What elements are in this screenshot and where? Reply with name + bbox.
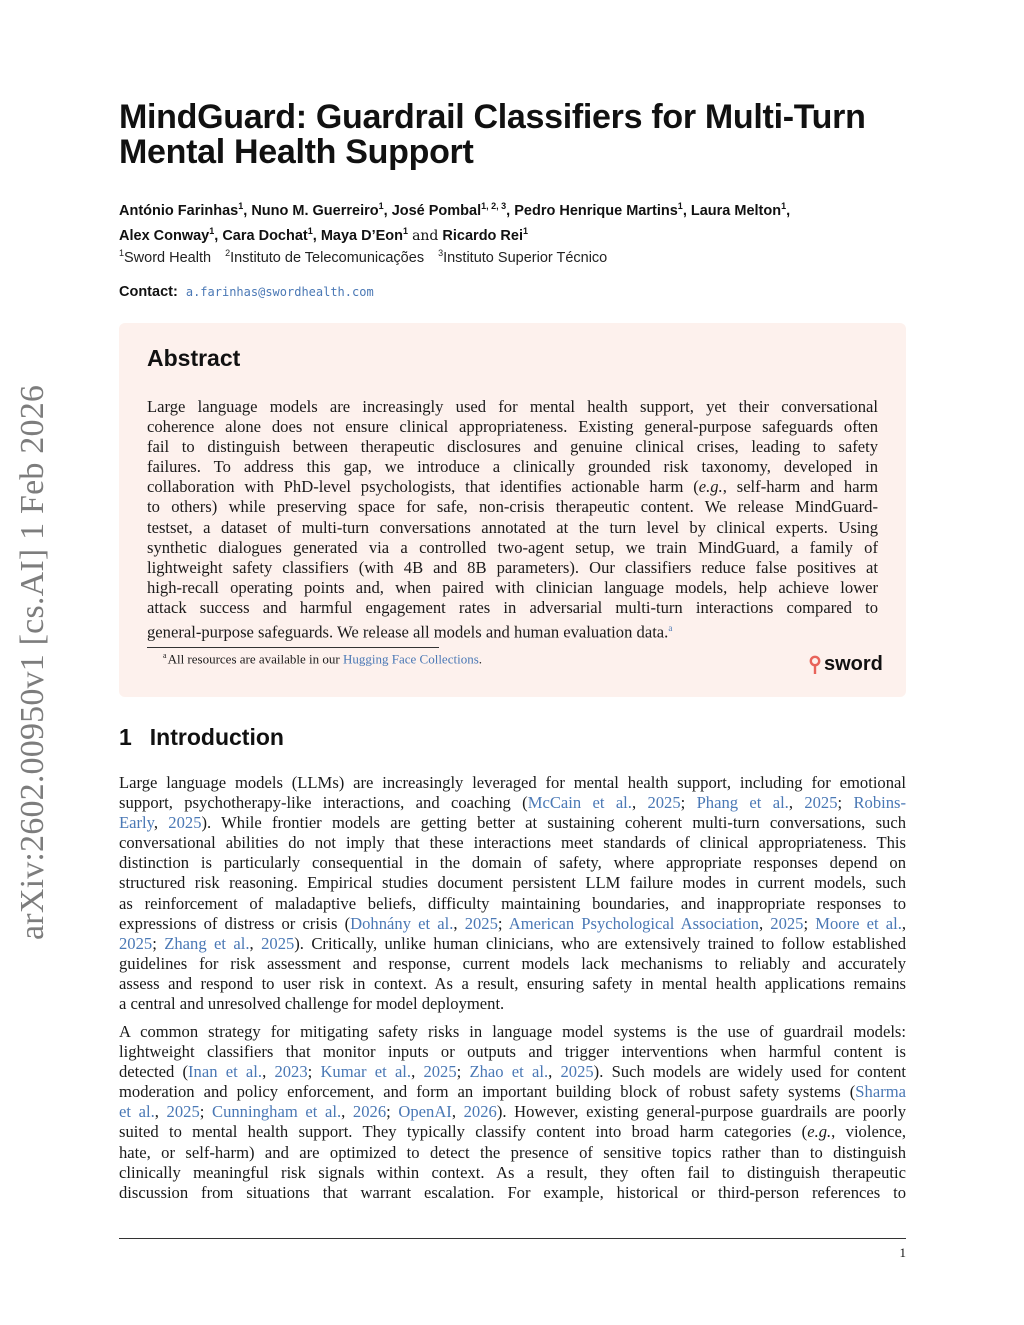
paragraph-line: as reinforcement of maladaptive beliefs, difficulty maintaining boundaries, and inappropriate responses to [119,893,906,913]
affiliation-mark: 2 [225,248,231,258]
citation-link[interactable]: American Psychological Association [508,913,759,933]
footnote-divider [147,647,439,648]
section-number: 1 [119,724,132,750]
arxiv-stamp: arXiv:2602.00950v1 [cs.AI] 1 Feb 2026 [14,384,51,940]
abstract-heading: Abstract [147,345,241,371]
paragraph-line: 2025; Zhang et al., 2025). Critically, unlike human clinicians, who are extensively trained to follow established [119,933,906,953]
citation-link[interactable]: 2023 [274,1062,308,1082]
author-affiliation-mark: 1 [781,201,787,211]
citation-link[interactable]: 2025 [166,1102,200,1122]
citation-link[interactable]: Kumar et al. [320,1062,412,1082]
author-name: Nuno M. Guerreiro [251,202,379,219]
citation-link[interactable]: 2025 [261,933,295,953]
affiliation-name: Instituto Superior Técnico [443,249,608,266]
abstract-line: testset, a dataset of multi-turn conversations annotated at the turn level by clinical experts. Using [147,517,878,537]
citation-link[interactable]: 2025 [804,793,838,813]
abstract-line: coherence alone does not ensure clinical appropriateness. Existing general-purpose safeguards often [147,417,878,437]
paragraph-line: Large language models (LLMs) are increasingly leveraged for mental health support, including for emotional [119,773,906,792]
intro-paragraph-2 [119,1022,906,1203]
citation-link[interactable]: 2026 [352,1102,387,1122]
abstract-line: attack success and harmful engagement rates in adversarial multi-turn interactions compared to [147,597,878,617]
citation-link[interactable]: 2025 [647,793,681,813]
abstract-line: failures. To address this gap, we introduce a clinically grounded risk taxonomy, developed in [147,457,878,477]
author-name: Ricardo Rei [442,227,524,244]
footer-divider [119,1238,906,1239]
citation-link[interactable]: Sharma [855,1082,906,1102]
abstract-line: to others) while preserving space for safe, non-crisis therapeutic content. We release MindGuard- [147,497,878,517]
emphasis: e.g. [807,1122,832,1142]
paper-title [119,100,919,170]
abstract-emphasis: e.g. [698,477,723,497]
paragraph-line: detected (Inan et al., 2023; Kumar et al., 2025; Zhao et al., 2025). Such models are widely used for content [119,1062,907,1082]
citation-link[interactable]: 2026 [463,1102,497,1122]
citation-link[interactable]: 2025 [560,1062,594,1082]
paragraph-line: expressions of distress or crisis (Dohnány et al., 2025; American Psychological Association, 2025; Moore et al., [119,913,907,933]
citation-link[interactable]: Early [119,813,154,833]
citation-link[interactable]: Cunningham et al. [212,1102,342,1122]
author-name: Laura Melton [690,202,782,219]
sword-logo [808,653,883,676]
affiliation [225,250,424,266]
abstract-line: high-recall operating points and, when paired with clinician language models, help achieve lower [147,577,878,597]
paragraph-line: moderation and policy enforcement, and form an important building block of robust safety systems (Sharma [119,1082,906,1102]
citation-link[interactable]: 2025 [770,913,804,933]
citation-link[interactable]: OpenAI [398,1102,452,1122]
author-name: Alex Conway [119,227,210,244]
sword-logo-text: sword [824,653,883,675]
author-list [119,196,919,246]
author-name: Pedro Henrique Martins [514,202,678,219]
abstract-line: lightweight safety classifiers (with 4B and 8B parameters). Our classifiers reduce false positives at [147,557,878,577]
paragraph-line: support, psychotherapy-like interactions, and coaching (McCain et al., 2025; Phang et al., 2025; Robins- [119,793,907,813]
abstract-footnote [163,651,482,667]
author-affiliation-mark: 1 [403,225,409,236]
hugging-face-link[interactable]: Hugging Face Collections [343,651,479,667]
section-title: Introduction [149,724,284,750]
citation-link[interactable]: Zhao et al. [469,1062,549,1082]
author-affiliation-mark: 1 [677,201,683,211]
paragraph-line: discussion from situations that warrant escalation. For example, historical or third-person references to [119,1182,906,1202]
intro-paragraph-1 [119,773,906,1014]
citation-link[interactable]: et al. [119,1102,155,1122]
paragraph-line: clinically meaningful risk signals within context. As a result, they often fail to distinguish therapeutic [119,1162,906,1182]
affiliation [119,250,211,266]
citation-link[interactable]: 2025 [423,1062,457,1082]
affiliation-name: Instituto de Telecomunicações [230,249,425,266]
author-affiliation-mark: 1 [238,201,244,211]
contact-email-link[interactable]: a.farinhas@swordhealth.com [185,285,374,299]
author-line-1: António Farinhas$^1$, Nuno M. Guerreiro$^1$, José Pombal$^{1, 2, 3}$, Pedro Henrique Martins$^1$, Laura Melton$^1$, [119,201,791,219]
paragraph-line: structured risk reasoning. Empirical studies document persistent LLM failure modes in current models, such [119,873,906,893]
abstract-box [119,323,906,697]
author-affiliation-mark: 1 [209,225,215,236]
footnote-end: . [478,651,483,667]
title-line-2: Mental Health Support [119,133,474,171]
abstract-footnote-ref[interactable]: a [668,623,673,634]
citation-link[interactable]: Dohnány et al. [350,913,454,933]
author-name: António Farinhas [119,202,239,219]
citation-link[interactable]: Zhang et al. [164,933,250,953]
abstract-line: fail to distinguish between therapeutic disclosures and genuine clinical crises, leading to safety [147,437,878,457]
author-name: Cara Dochat [222,227,308,244]
paragraph-line: a central and unresolved challenge for model deployment. [119,994,505,1014]
contact [119,284,374,300]
citation-link[interactable]: McCain et al. [527,793,632,813]
author-affiliation-mark: 1 [523,225,529,236]
paragraph-line: hate, or self-harm) and are optimized to detect the presence of sensitive topics rather than to distinguish [119,1142,906,1162]
citation-link[interactable]: 2025 [168,813,202,833]
citation-link[interactable]: 2025 [119,933,153,953]
affiliation [438,250,607,266]
affiliation-name: Sword Health [124,249,212,266]
citation-link[interactable]: Robins- [853,793,907,813]
paragraph-line: A common strategy for mitigating safety risks in language model systems is the use of guardrail models: [119,1022,906,1041]
author-affiliation-mark: 1 [378,201,384,211]
footnote-text: All resources are available in our [167,651,343,667]
abstract-text [147,397,878,643]
page-number: 1 [899,1245,906,1260]
paragraph-line: et al., 2025; Cunningham et al., 2026; OpenAI, 2026). However, existing general-purpose guardrails are poorly [119,1102,907,1122]
abstract-line: synthetic dialogues generated via a controlled two-agent setup, we train MindGuard, a family of [147,537,878,557]
affiliation-mark: 1 [119,248,125,258]
affiliation-mark: 3 [438,248,444,258]
abstract-line: collaboration with PhD-level psychologists, that identifies actionable harm (e.g., self-harm and harm [147,477,878,497]
footnote-marker: a [163,651,167,660]
paragraph-line: lightweight classifiers that monitor inputs or outputs and trigger interventions when harmful content is [119,1042,906,1062]
title-line-1: MindGuard: Guardrail Classifiers for Multi-Turn [119,98,866,136]
affiliations [119,248,621,266]
paragraph-line: Early, 2025). While frontier models are getting better at sustaining coherent multi-turn conversations, such [119,813,907,833]
citation-link[interactable]: Inan et al. [188,1062,263,1082]
paragraph-line: distinction is particularly consequential in the domain of safety, where appropriate responses depend on [119,853,906,873]
sword-logo-icon [808,655,822,675]
author-name: José Pombal [391,202,482,219]
author-affiliation-mark: 1 [307,225,313,236]
author-affiliation-mark: 1, 2, 3 [481,201,507,211]
paragraph-line: conversational abilities do not imply that these interactions meet standards of clinical appropriateness. This [119,833,906,853]
citation-link[interactable]: 2025 [464,913,498,933]
contact-label: Contact: [119,284,178,300]
author-name: Maya D’Eon [320,227,404,244]
abstract-line: Large language models are increasingly used for mental health support, yet their conversational [147,397,878,416]
introduction-heading [119,724,284,751]
paragraph-line: assess and respond to user risk in context. As a result, ensuring safety in mental health applications remains [119,973,906,993]
author-line-2: Alex Conway$^1$, Cara Dochat$^1$, Maya D’Eon$^1$ and Ricardo Rei$^1$ [119,225,529,244]
abstract-line: general-purpose safeguards. We release all models and human evaluation data.$^a$ [147,622,673,642]
paragraph-line: guidelines for risk assessment and response, current models lack mechanisms to reliably and accurately [119,953,906,973]
author-and: and [412,227,439,244]
citation-link[interactable]: Phang et al. [696,793,789,813]
citation-link[interactable]: Moore et al. [815,913,902,933]
paragraph-line: suited to mental health support. They typically classify content into broad harm categories (e.g., violence, [119,1122,906,1142]
